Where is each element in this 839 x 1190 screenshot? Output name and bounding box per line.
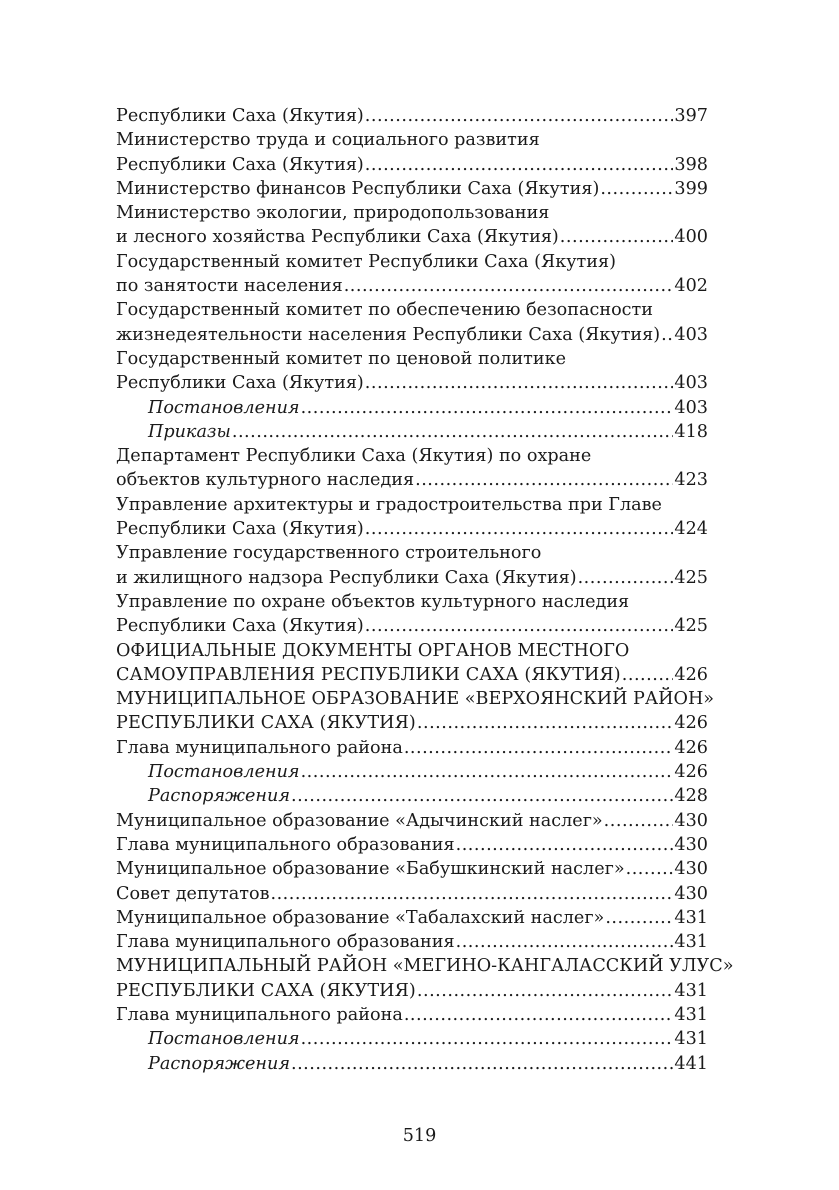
toc-entry <box>116 1003 708 1027</box>
toc-entry-title: Приказы <box>148 421 231 442</box>
toc-entry-title: по занятости населения <box>116 276 343 297</box>
toc-entry-title: САМОУПРАВЛЕНИЯ РЕСПУБЛИКИ САХА (ЯКУТИЯ) <box>116 664 621 685</box>
toc-heading-line: Государственный комитет по обеспечению безопасности <box>116 300 653 321</box>
toc-entry-title: Постановления <box>148 762 300 783</box>
toc-page-number: 431 <box>674 932 708 953</box>
dot-leader <box>456 930 674 954</box>
dot-leader <box>600 177 673 201</box>
toc-entry-title: Распоряжения <box>148 786 290 807</box>
toc-heading-line: Управление государственного строительного <box>116 543 542 564</box>
toc-heading-line: Государственный комитет по ценовой политике <box>116 348 567 369</box>
dot-leader <box>270 882 673 906</box>
toc-entry <box>116 323 708 347</box>
dot-leader <box>301 760 674 784</box>
toc-entry <box>116 760 708 784</box>
toc-page-number: 403 <box>674 324 708 345</box>
toc-entry-title: Глава муниципального образования <box>116 932 455 953</box>
toc-entry <box>116 614 708 638</box>
toc-entry-title: Совет депутатов <box>116 883 270 904</box>
toc-entry-title: Республики Саха (Якутия) <box>116 519 364 540</box>
toc-page-number: 431 <box>674 1029 708 1050</box>
toc-entry-title: Муниципальное образование «Бабушкинский наслег» <box>116 859 625 880</box>
toc-entry <box>116 857 708 881</box>
toc-heading-line: Управление архитектуры и градостроительства при Главе <box>116 494 662 515</box>
toc-entry <box>116 663 708 687</box>
dot-leader <box>291 784 673 808</box>
toc-entry <box>116 274 708 298</box>
toc-entry <box>116 225 708 249</box>
toc-heading-line: Министерство труда и социального развития <box>116 130 540 151</box>
dot-leader <box>291 1052 673 1076</box>
toc-entry-title: Глава муниципального образования <box>116 834 455 855</box>
toc-entry-title: Муниципальное образование «Адычинский наслег» <box>116 810 603 831</box>
toc-entry <box>116 930 708 954</box>
toc-entry-title: объектов культурного наследия <box>116 470 415 491</box>
toc-entry <box>116 153 708 177</box>
dot-leader <box>344 274 674 298</box>
toc-page-number: 397 <box>674 106 708 126</box>
dot-leader <box>661 323 673 347</box>
toc-entry-title: Республики Саха (Якутия) <box>116 616 364 637</box>
dot-leader <box>365 517 674 541</box>
toc-entry <box>116 371 708 395</box>
toc-entry-title: Республики Саха (Якутия) <box>116 154 364 175</box>
table-of-contents <box>116 104 734 1076</box>
toc-entry <box>116 833 708 857</box>
toc-page-number: 431 <box>674 907 708 928</box>
toc-entry-title: Муниципальное образование «Табалахский наслег» <box>116 907 605 928</box>
toc-page-number: 430 <box>674 810 708 831</box>
toc-entry-title: Глава муниципального района <box>116 1004 403 1025</box>
toc-entry <box>116 104 708 128</box>
toc-entry-title: Республики Саха (Якутия) <box>116 373 364 394</box>
toc-page-number: 400 <box>674 227 708 248</box>
toc-page-number: 426 <box>674 762 708 783</box>
toc-entry-title: Постановления <box>148 1029 300 1050</box>
toc-heading-line: Министерство экологии, природопользования <box>116 203 550 224</box>
toc-entry <box>116 420 708 444</box>
dot-leader <box>622 663 674 687</box>
dot-leader <box>415 468 673 492</box>
toc-entry-title: жизнедеятельности населения Республики Саха (Якутия) <box>116 324 661 345</box>
toc-entry-title: и жилищного надзора Республики Саха (Якутия) <box>116 567 577 588</box>
toc-entry <box>116 906 708 930</box>
toc-entry <box>116 809 708 833</box>
toc-entry-title: Распоряжения <box>148 1053 290 1074</box>
dot-leader <box>417 979 674 1003</box>
toc-entry-title: РЕСПУБЛИКИ САХА (ЯКУТИЯ) <box>116 713 416 734</box>
toc-page-number: 423 <box>674 470 708 491</box>
toc-page-number: 418 <box>674 421 708 442</box>
toc-page-number: 425 <box>674 616 708 637</box>
toc-page-number: 402 <box>674 276 708 297</box>
toc-entry-title: Министерство финансов Республики Саха (Якутия) <box>116 178 600 199</box>
dot-leader <box>404 1003 674 1027</box>
toc-page-number: 403 <box>674 397 708 418</box>
page-number: 519 <box>402 1126 437 1146</box>
toc-entry <box>116 882 708 906</box>
toc-entry-title: Республики Саха (Якутия) <box>116 106 364 126</box>
toc-entry <box>116 177 708 201</box>
toc-page-number: 430 <box>674 859 708 880</box>
toc-page-number: 426 <box>674 664 708 685</box>
dot-leader <box>232 420 674 444</box>
dot-leader <box>365 614 674 638</box>
toc-entry <box>116 784 708 808</box>
dot-leader <box>626 857 674 881</box>
toc-heading-line: Управление по охране объектов культурного наследия <box>116 591 630 612</box>
toc-heading-line: Государственный комитет Республики Саха (Якутия) <box>116 251 616 272</box>
toc-entry <box>116 566 708 590</box>
toc-page-number: 424 <box>674 519 708 540</box>
toc-entry-title: и лесного хозяйства Республики Саха (Якутия) <box>116 227 559 248</box>
toc-entry-title: Постановления <box>148 397 300 418</box>
dot-leader <box>604 809 674 833</box>
toc-entry <box>116 1052 708 1076</box>
toc-entry <box>116 736 708 760</box>
dot-leader <box>605 906 673 930</box>
toc-heading-line: МУНИЦИПАЛЬНЫЙ РАЙОН «МЕГИНО-КАНГАЛАССКИЙ УЛУС» <box>116 956 734 977</box>
toc-heading-line: ОФИЦИАЛЬНЫЕ ДОКУМЕНТЫ ОРГАНОВ МЕСТНОГО <box>116 640 630 661</box>
dot-leader <box>456 833 674 857</box>
dot-leader <box>404 736 674 760</box>
toc-page-number: 431 <box>674 1004 708 1025</box>
toc-page-number: 431 <box>674 980 708 1001</box>
toc-page-number: 430 <box>674 834 708 855</box>
dot-leader <box>365 153 674 177</box>
dot-leader <box>301 1027 674 1051</box>
dot-leader <box>417 711 674 735</box>
toc-entry-title: Глава муниципального района <box>116 737 403 758</box>
toc-page-number: 425 <box>674 567 708 588</box>
toc-page-number: 428 <box>674 786 708 807</box>
toc-page-number: 398 <box>674 154 708 175</box>
dot-leader <box>578 566 674 590</box>
toc-entry <box>116 979 708 1003</box>
toc-entry <box>116 517 708 541</box>
toc-entry <box>116 711 708 735</box>
toc-heading-line: МУНИЦИПАЛЬНОЕ ОБРАЗОВАНИЕ «ВЕРХОЯНСКИЙ РАЙОН» <box>116 689 715 710</box>
toc-heading-line: Департамент Республики Саха (Якутия) по охране <box>116 446 592 467</box>
toc-page-number: 426 <box>674 713 708 734</box>
dot-leader <box>365 104 674 128</box>
toc-entry-title: РЕСПУБЛИКИ САХА (ЯКУТИЯ) <box>116 980 416 1001</box>
toc-page-number: 399 <box>674 178 708 199</box>
dot-leader <box>560 225 674 249</box>
toc-page-number: 441 <box>674 1053 708 1074</box>
toc-entry <box>116 1027 708 1051</box>
dot-leader <box>301 396 674 420</box>
toc-page-number: 403 <box>674 373 708 394</box>
toc-entry <box>116 396 708 420</box>
toc-page-number: 430 <box>674 883 708 904</box>
dot-leader <box>365 371 674 395</box>
toc-page-number: 426 <box>674 737 708 758</box>
toc-entry <box>116 468 708 492</box>
